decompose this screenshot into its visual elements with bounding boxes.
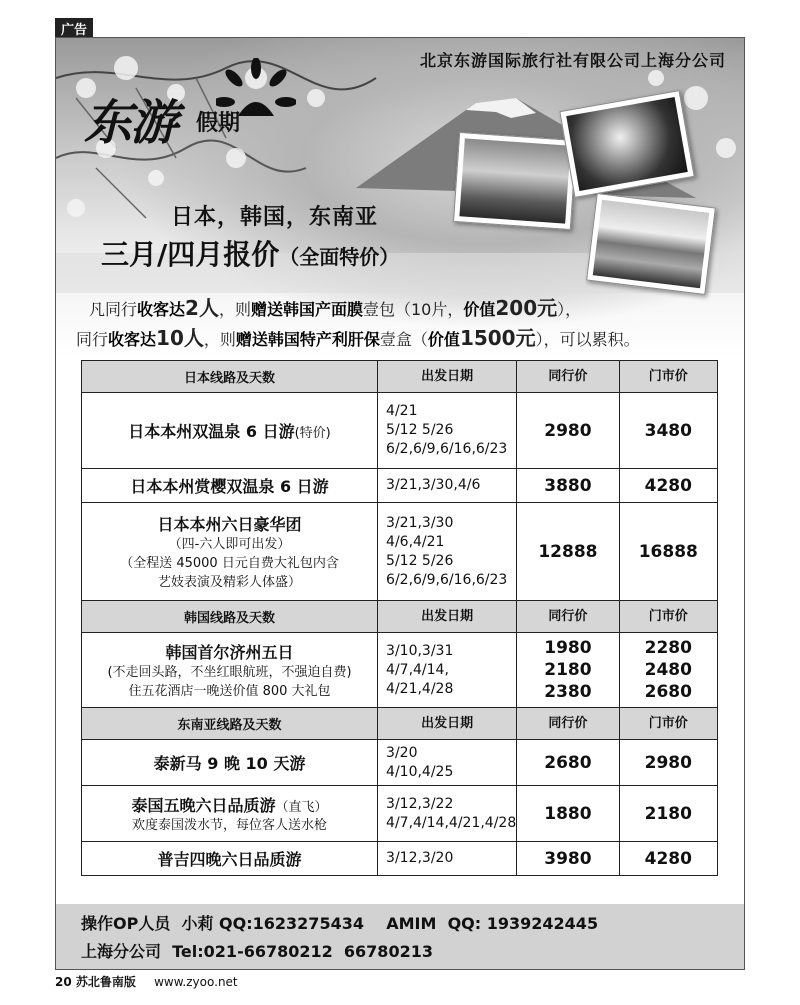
price-table (81, 360, 718, 876)
dates-cell (378, 842, 517, 876)
peer-price: 12888 (538, 541, 598, 562)
photo-mount-fuji (586, 193, 716, 295)
peer-price: 2380 (544, 682, 592, 702)
retail-price-cell (619, 633, 717, 708)
route-name-text: 普吉四晚六日品质游 (157, 850, 302, 869)
peer-price-cell (517, 393, 619, 469)
header-peer-price: 同行价 (517, 601, 619, 633)
header-route: 东南亚线路及天数 (82, 708, 378, 740)
dates-cell (378, 786, 517, 842)
edition-name: 苏北鲁南版 (75, 975, 136, 989)
departure-date: 3/21,3/30 (386, 514, 454, 531)
header-retail-price: 门市价 (619, 361, 717, 393)
route-cell (82, 393, 378, 469)
route-cell (82, 740, 378, 786)
brand-logo-sub: 假期 (196, 111, 241, 136)
ad-frame (55, 37, 745, 970)
peer-price: 2980 (544, 420, 592, 441)
retail-price: 4280 (644, 848, 692, 869)
route-name-suffix: (特价) (294, 426, 331, 441)
departure-date: 3/12,3/22 (386, 795, 454, 812)
departure-date: 4/6,4/21 (386, 533, 445, 550)
route-name-text: 日本本州六日豪华团 (157, 514, 302, 534)
brand-logo: 东游 (84, 95, 177, 151)
retail-price-cell (619, 786, 717, 842)
retail-price-cell (619, 842, 717, 876)
departure-date: 3/21,3/30,4/6 (386, 477, 481, 493)
contact-footer (56, 904, 745, 970)
promo-line-1: 凡同行收客达2人，则赠送韩国产面膜壹包（10片，价值200元）， (89, 296, 582, 320)
route-name-text: 韩国首尔济州五日 (165, 642, 294, 662)
retail-price: 2980 (644, 752, 692, 773)
header-route: 韩国线路及天数 (82, 601, 378, 633)
route-name (82, 640, 377, 663)
route-name-text: 泰国五晚六日品质游 (131, 795, 276, 815)
route-cell (82, 469, 378, 503)
departure-date: 5/12 5/26 (386, 552, 454, 569)
peer-price: 3980 (544, 848, 592, 869)
header-peer-price: 同行价 (517, 708, 619, 740)
route-note: （全程送 45000 日元自费大礼包内含 (120, 555, 339, 571)
table-row (82, 503, 718, 601)
route-name-text: 日本本州双温泉 6 日游 (128, 422, 295, 441)
header-retail-price: 门市价 (619, 708, 717, 740)
peer-price: 2180 (544, 660, 592, 680)
header-retail-price: 门市价 (619, 601, 717, 633)
section-header-row (82, 361, 718, 393)
retail-price: 2680 (644, 682, 692, 702)
headline-price: 三月/四月报价（全面特价） (101, 238, 400, 271)
dates-cell (378, 503, 517, 601)
peer-price: 3880 (544, 475, 592, 496)
header-dates: 出发日期 (378, 601, 517, 633)
route-name (82, 793, 377, 816)
route-note: 艺妓表演及精彩人体盛） (158, 574, 302, 590)
peer-price-cell (517, 786, 619, 842)
peer-price-cell (517, 842, 619, 876)
peer-price-cell (517, 740, 619, 786)
route-cell (82, 786, 378, 842)
departure-date: 6/2,6/9,6/16,6/23 (386, 441, 508, 457)
route-cell (82, 503, 378, 601)
peer-price-cell (517, 633, 619, 708)
route-name-text: 泰新马 9 晚 10 天游 (153, 754, 306, 773)
departure-date: 3/12,3/20 (386, 850, 454, 866)
route-name (82, 847, 377, 870)
departure-date: 4/21,4/28 (386, 680, 454, 697)
banner (56, 38, 745, 358)
contact-op: 操作OP人员 小莉 QQ:1623275434 AMIM QQ: 1939242445 (81, 914, 599, 933)
dates-cell (378, 393, 517, 469)
table-row (82, 469, 718, 503)
route-cell (82, 633, 378, 708)
contact-office: 上海分公司 Tel:021-66780212 66780213 (81, 942, 433, 961)
retail-price: 16888 (638, 541, 698, 562)
route-name (82, 419, 377, 442)
departure-date: 4/7,4/14, (386, 661, 449, 678)
route-note: 欢度泰国泼水节，每位客人送水枪 (132, 817, 328, 833)
header-peer-price: 同行价 (517, 361, 619, 393)
route-name-text: 日本本州赏樱双温泉 6 日游 (130, 477, 329, 496)
header-route: 日本线路及天数 (82, 361, 378, 393)
section-header-row (82, 708, 718, 740)
retail-price-cell (619, 503, 717, 601)
route-name-suffix: （直飞） (275, 799, 328, 815)
route-note: (不走回头路，不坐红眼航班，不强迫自费) (107, 664, 352, 680)
peer-price: 2680 (544, 752, 592, 773)
retail-price: 2180 (644, 803, 692, 824)
page-number: 20 (55, 975, 72, 989)
retail-price: 2280 (644, 638, 692, 658)
route-note: （四-六人即可出发） (168, 536, 291, 552)
table-row (82, 842, 718, 876)
departure-date: 4/21 (386, 403, 418, 419)
departure-date: 4/10,4/25 (386, 763, 454, 780)
route-note: 住五花酒店一晚送价值 800 大礼包 (128, 683, 331, 699)
site-url: www.zyoo.net (154, 975, 238, 989)
peer-price: 1980 (544, 638, 592, 658)
dates-cell (378, 633, 517, 708)
table-row (82, 740, 718, 786)
headline-regions: 日本，韩国，东南亚 (171, 205, 379, 230)
header-dates: 出发日期 (378, 708, 517, 740)
table-row (82, 786, 718, 842)
departure-date: 3/20 (386, 744, 418, 761)
page-info (55, 973, 238, 990)
table-row (82, 393, 718, 469)
peer-price-cell (517, 469, 619, 503)
peer-price: 1880 (544, 803, 592, 824)
promo-line-2: 同行收客达10人，则赠送韩国特产利肝保壹盒（价值1500元），可以累积。 (76, 326, 640, 350)
retail-price: 3480 (644, 420, 692, 441)
retail-price: 2480 (644, 660, 692, 680)
departure-date: 6/2,6/9,6/16,6/23 (386, 571, 508, 588)
departure-date: 4/7,4/14,4/21,4/28 (386, 814, 517, 831)
retail-price-cell (619, 740, 717, 786)
retail-price-cell (619, 469, 717, 503)
table-row (82, 633, 718, 708)
dates-cell (378, 740, 517, 786)
header-dates: 出发日期 (378, 361, 517, 393)
route-cell (82, 842, 378, 876)
departure-date: 5/12 5/26 (386, 422, 454, 438)
photo-pagoda (453, 132, 577, 230)
dates-cell (378, 469, 517, 503)
company-name: 北京东游国际旅行社有限公司上海分公司 (419, 51, 726, 70)
departure-date: 3/10,3/31 (386, 642, 454, 659)
retail-price: 4280 (644, 475, 692, 496)
ad-tag: 广告 (55, 18, 93, 39)
retail-price-cell (619, 393, 717, 469)
route-name (82, 512, 377, 535)
section-header-row (82, 601, 718, 633)
route-name (82, 474, 377, 497)
route-name (82, 751, 377, 774)
peer-price-cell (517, 503, 619, 601)
